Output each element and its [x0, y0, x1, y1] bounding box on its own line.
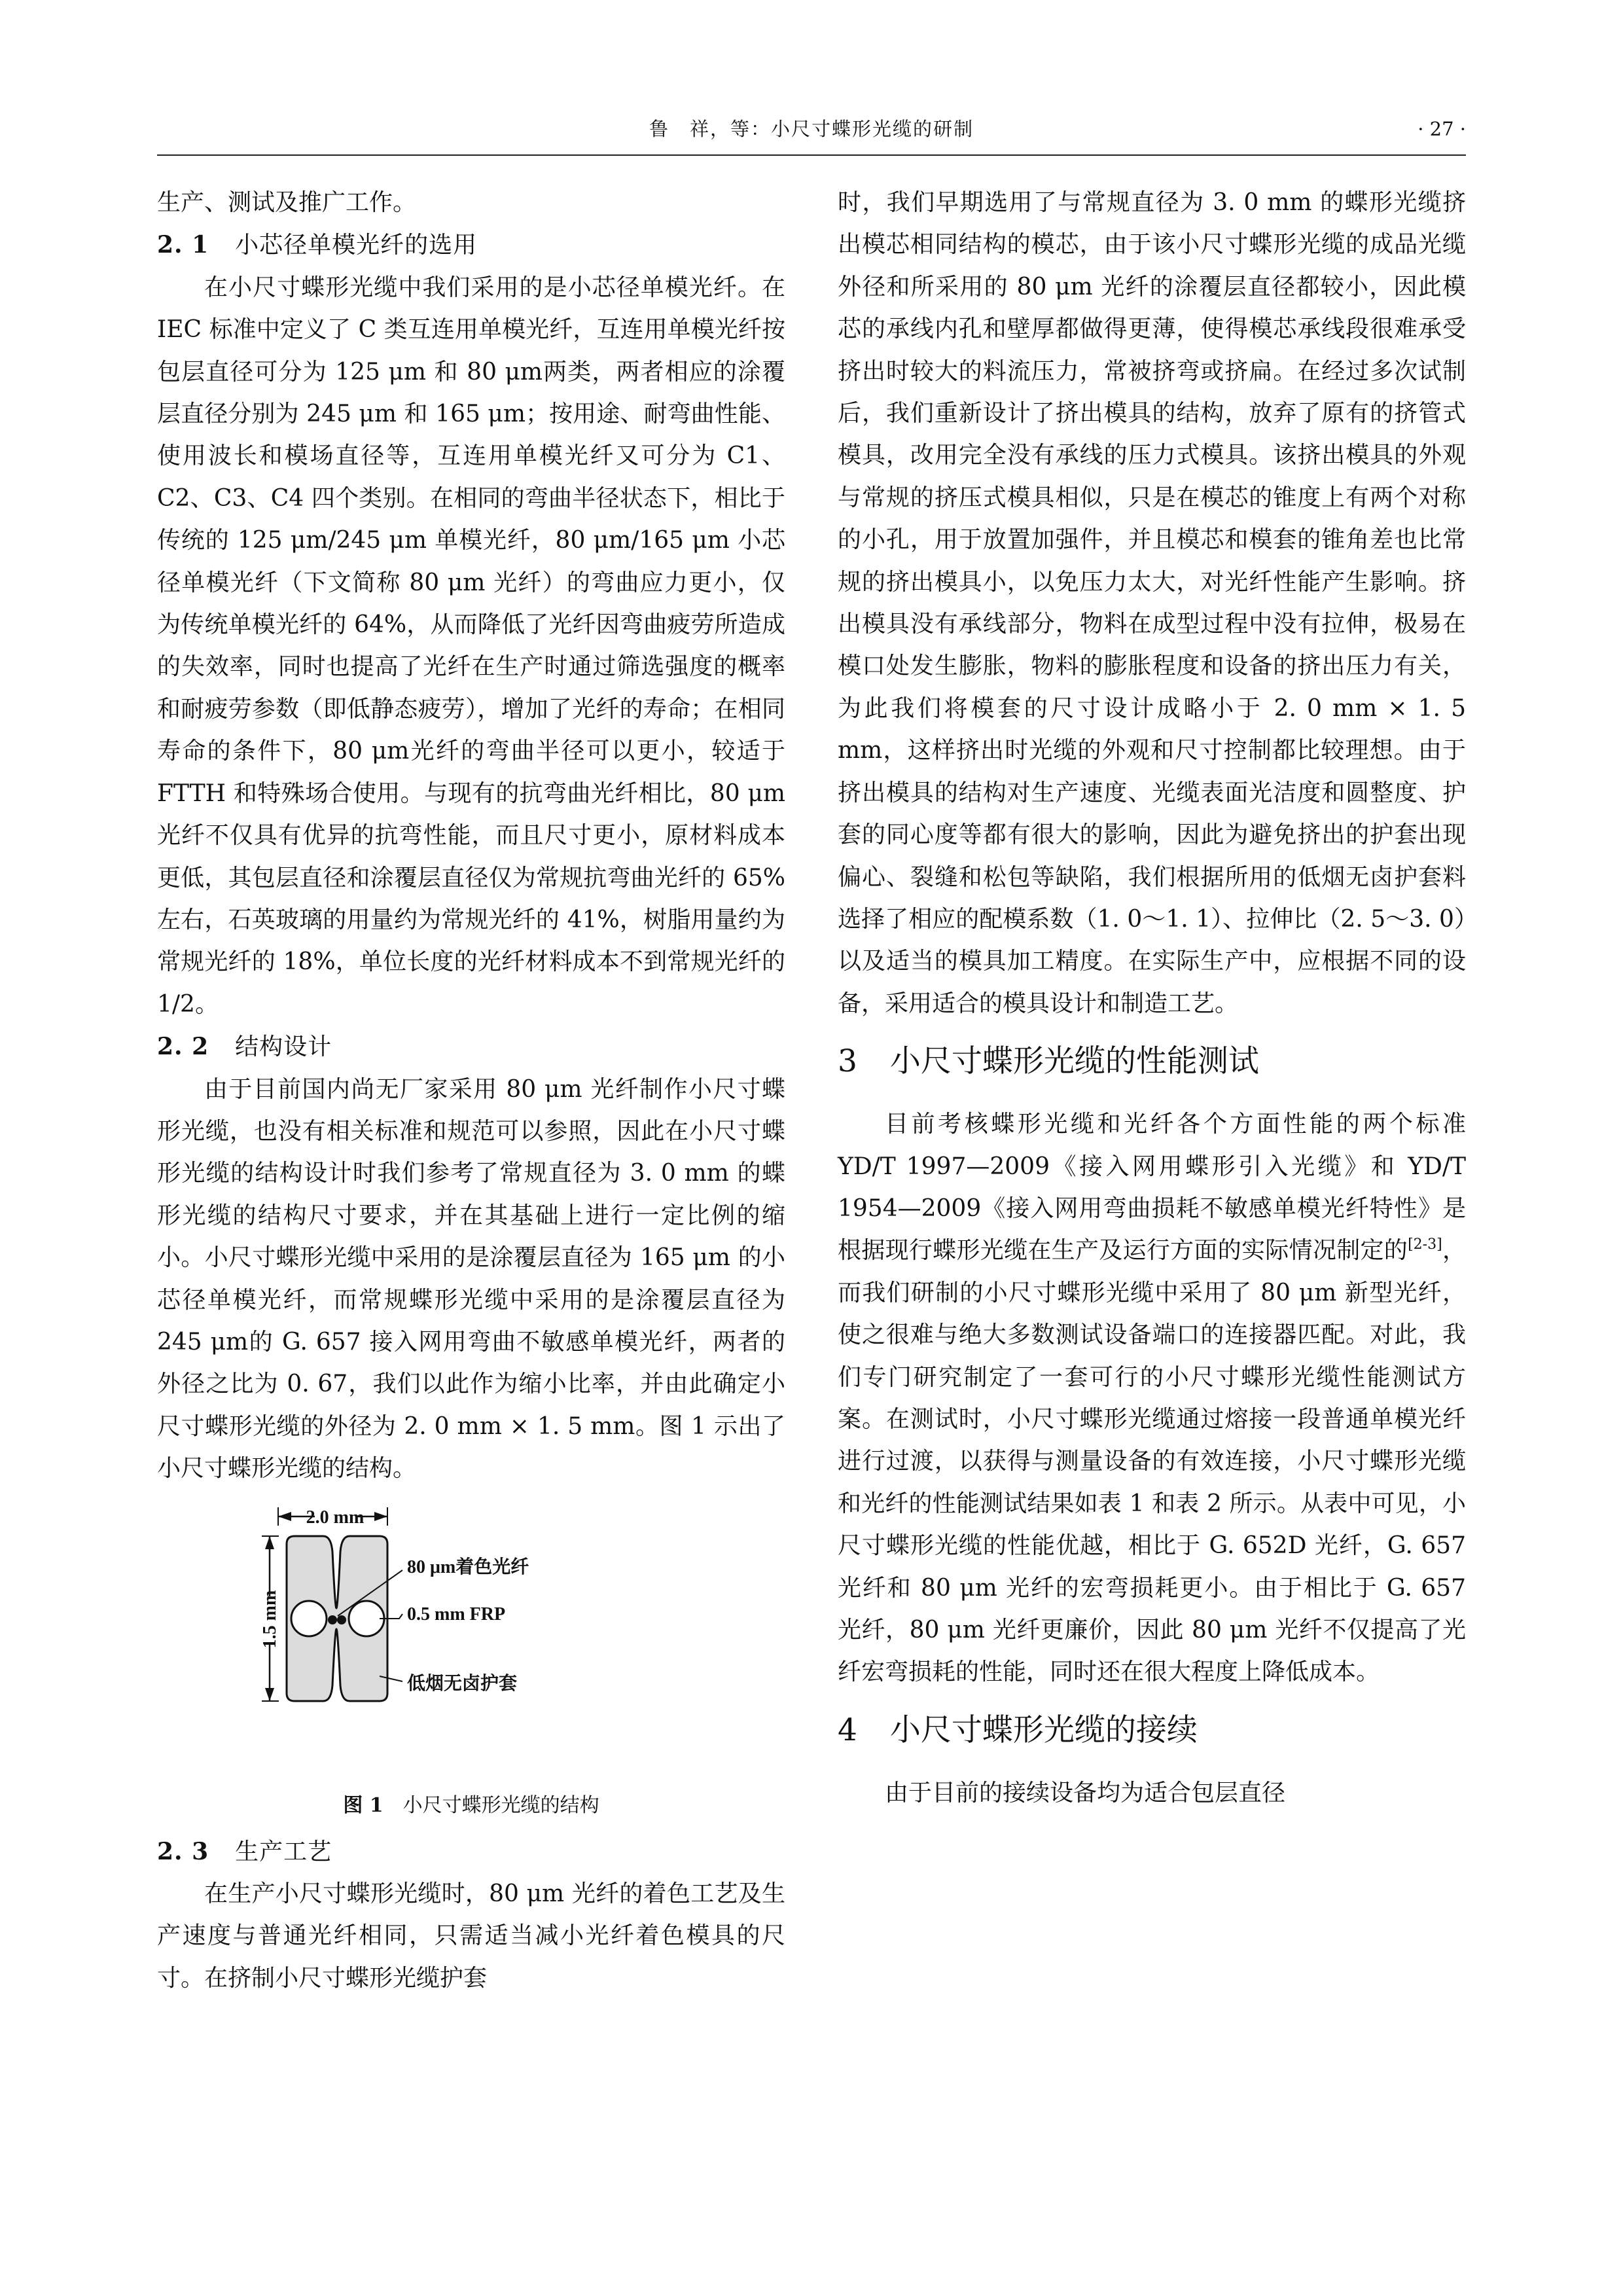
section-heading-2-3 [157, 1831, 785, 1873]
cable-cross-section-diagram [157, 1493, 785, 1786]
section-title: 小尺寸蝶形光缆的接续 [889, 1712, 1198, 1748]
arrow-left-icon [278, 1512, 291, 1521]
section-number: 4 [838, 1712, 857, 1748]
citation[interactable]: [2-3] [1408, 1236, 1442, 1253]
section-number: 2. 2 [157, 1033, 209, 1061]
figure-caption-text: 小尺寸蝶形光缆的结构 [402, 1793, 599, 1817]
label-fiber: 80 μm着色光纤 [407, 1556, 529, 1577]
paragraph: 由于目前的接续设备均为适合包层直径 [885, 1779, 1286, 1806]
section-title: 生产工艺 [235, 1838, 332, 1865]
figure-1 [157, 1493, 785, 1786]
fiber-dot [328, 1615, 337, 1624]
paragraph: 生产、测试及推广工作。 [157, 189, 417, 216]
section-heading-2-1 [157, 224, 785, 266]
section-heading-2-2 [157, 1026, 785, 1068]
section-title: 小芯径单模光纤的选用 [235, 232, 478, 259]
arrow-up-icon [265, 1536, 274, 1549]
section-number: 2. 1 [157, 231, 209, 259]
header-rule [157, 154, 1466, 156]
paragraph: 时，我们早期选用了与常规直径为 3. 0 mm 的蝶形光缆挤出模芯相同结构的模芯，由于该小尺寸蝶形光缆的成品光缆外径和所采用的 80 μm 光纤的涂覆层直径都较小，因此模芯的承线内孔和壁厚都做得更薄，使得模芯承线段很难承受挤出时较大的料流压力，常被挤弯或挤扁。在经过多次试制后，我们重新设计了挤出模具的结构，放弃了原有的挤管式模具，改用完全没有承线的压力式模具。该挤出模具的外观与常规的挤压式模具相似，只是在模芯的锥度上有两个对称的小孔，用于放置加强件，并且模芯和模套的锥角差也比常规的挤出模具小，以免压力太大，对光纤性能产生影响。挤出模具没有承线部分，物料在成型过程中没有拉伸，极易在模口处发生膨胀，物料的膨胀程度和设备的挤出压力有关，为此我们将模套的尺寸设计成略小于 2. 0 mm × 1. 5 mm，这样挤出时光缆的外观和尺寸控制都比较理想。由于挤出模具的结构对生产速度、光缆表面光洁度和圆整度、护套的同心度等都有很大的影响，因此为避免挤出的护套出现偏心、裂缝和松包等缺陷，我们根据所用的低烟无卤护套料选择了相应的配模系数（1. 0～1. 1）、拉伸比（2. 5～3. 0）以及适当的模具加工精度。在实际生产中，应根据不同的设备，采用适合的模具设计和制造工艺。 [838, 189, 1466, 1017]
paragraph [838, 1103, 1466, 1694]
right-column [838, 182, 1466, 1814]
frp-strength-member-left [291, 1601, 327, 1636]
frp-strength-member-right [349, 1601, 384, 1636]
section-title: 小尺寸蝶形光缆的性能测试 [889, 1043, 1259, 1080]
label-frp: 0.5 mm FRP [407, 1604, 506, 1624]
arrow-right-icon [374, 1512, 387, 1521]
width-label: 2.0 mm [306, 1507, 365, 1528]
left-column [157, 182, 785, 2000]
paragraph-text: 目前考核蝶形光缆和光纤各个方面性能的两个标准 YD/T 1997—2009《接入网用蝶形引入光缆》和 YD/T 1954—2009《接入网用弯曲损耗不敏感单模光纤特性》是根据现行蝶形光缆在生产及运行方面的实际情况制定的 [838, 1111, 1466, 1265]
paragraph: 在生产小尺寸蝶形光缆时，80 μm 光纤的着色工艺及生产速度与普通光纤相同，只需适当减小光纤着色模具的尺寸。在挤制小尺寸蝶形光缆护套 [157, 1880, 785, 1992]
paragraph: 在小尺寸蝶形光缆中我们采用的是小芯径单模光纤。在 IEC 标准中定义了 C 类互连用单模光纤，互连用单模光纤按包层直径可分为 125 μm 和 80 μm两类，两者相应的涂覆层直径分别为 245 μm 和 165 μm；按用途、耐弯曲性能、使用波长和模场直径等，互连用单模光纤又可分为 C1、C2、C3、C4 四个类别。在相同的弯曲半径状态下，相比于传统的 125 μm/245 μm 单模光纤，80 μm/165 μm 小芯径单模光纤（下文简称 80 μm 光纤）的弯曲应力更小，仅为传统单模光纤的 64%，从而降低了光纤因弯曲疲劳所造成的失效率，同时也提高了光纤在生产时通过筛选强度的概率和耐疲劳参数（即低静态疲劳），增加了光纤的寿命；在相同寿命的条件下，80 μm光纤的弯曲半径可以更小，较适于 FTTH 和特殊场合使用。与现有的抗弯曲光纤相比，80 μm 光纤不仅具有优异的抗弯性能，而且尺寸更小，原材料成本更低，其包层直径和涂覆层直径仅为常规抗弯曲光纤的 65%左右，石英玻璃的用量约为常规光纤的 41%，树脂用量约为常规光纤的 18%，单位长度的光纤材料成本不到常规光纤的 1/2。 [157, 274, 785, 1018]
height-label: 1.5 mm [260, 1590, 280, 1648]
figure-caption [157, 1786, 785, 1825]
section-heading-3 [838, 1038, 1466, 1085]
section-title: 结构设计 [235, 1033, 332, 1061]
paragraph: 由于目前国内尚无厂家采用 80 μm 光纤制作小尺寸蝶形光缆，也没有相关标准和规范可以参照，因此在小尺寸蝶形光缆的结构设计时我们参考了常规直径为 3. 0 mm 的蝶形光缆的结构尺寸要求，并在其基础上进行一定比例的缩小。小尺寸蝶形光缆中采用的是涂覆层直径为 165 μm 的小芯径单模光纤，而常规蝶形光缆中采用的是涂覆层直径为 245 μm的 G. 657 接入网用弯曲不敏感单模光纤，两者的外径之比为 0. 67，我们以此作为缩小比率，并由此确定小尺寸蝶形光缆的外径为 2. 0 mm × 1. 5 mm。图 1 示出了小尺寸蝶形光缆的结构。 [157, 1075, 785, 1482]
section-number: 2. 3 [157, 1837, 209, 1865]
fiber-dot [337, 1615, 346, 1624]
paragraph-text: ，而我们研制的小尺寸蝶形光缆中采用了 80 μm 新型光纤，使之很难与绝大多数测试设备端口的连接器匹配。对此，我们专门研究制定了一套可行的小尺寸蝶形光缆性能测试方案。在测试时，小尺寸蝶形光缆通过熔接一段普通单模光纤进行过渡，以获得与测量设备的有效连接，小尺寸蝶形光缆和光纤的性能测试结果如表 1 和表 2 所示。从表中可见，小尺寸蝶形光缆的性能优越，相比于 G. 652D 光纤，G. 657 光纤和 80 μm 光纤的宏弯损耗更小。由于相比于 G. 657 光纤，80 μm 光纤更廉价，因此 80 μm 光纤不仅提高了光纤宏弯损耗的性能，同时还在很大程度上降低成本。 [838, 1237, 1466, 1686]
label-sheath: 低烟无卤护套 [407, 1673, 518, 1694]
arrow-down-icon [265, 1688, 274, 1701]
figure-number: 图 1 [343, 1793, 383, 1817]
running-head [157, 113, 1466, 145]
section-heading-4 [838, 1707, 1466, 1754]
section-number: 3 [838, 1043, 857, 1080]
page-number: · 27 · [1418, 118, 1466, 140]
running-title: 鲁 祥，等：小尺寸蝶形光缆的研制 [649, 118, 974, 140]
